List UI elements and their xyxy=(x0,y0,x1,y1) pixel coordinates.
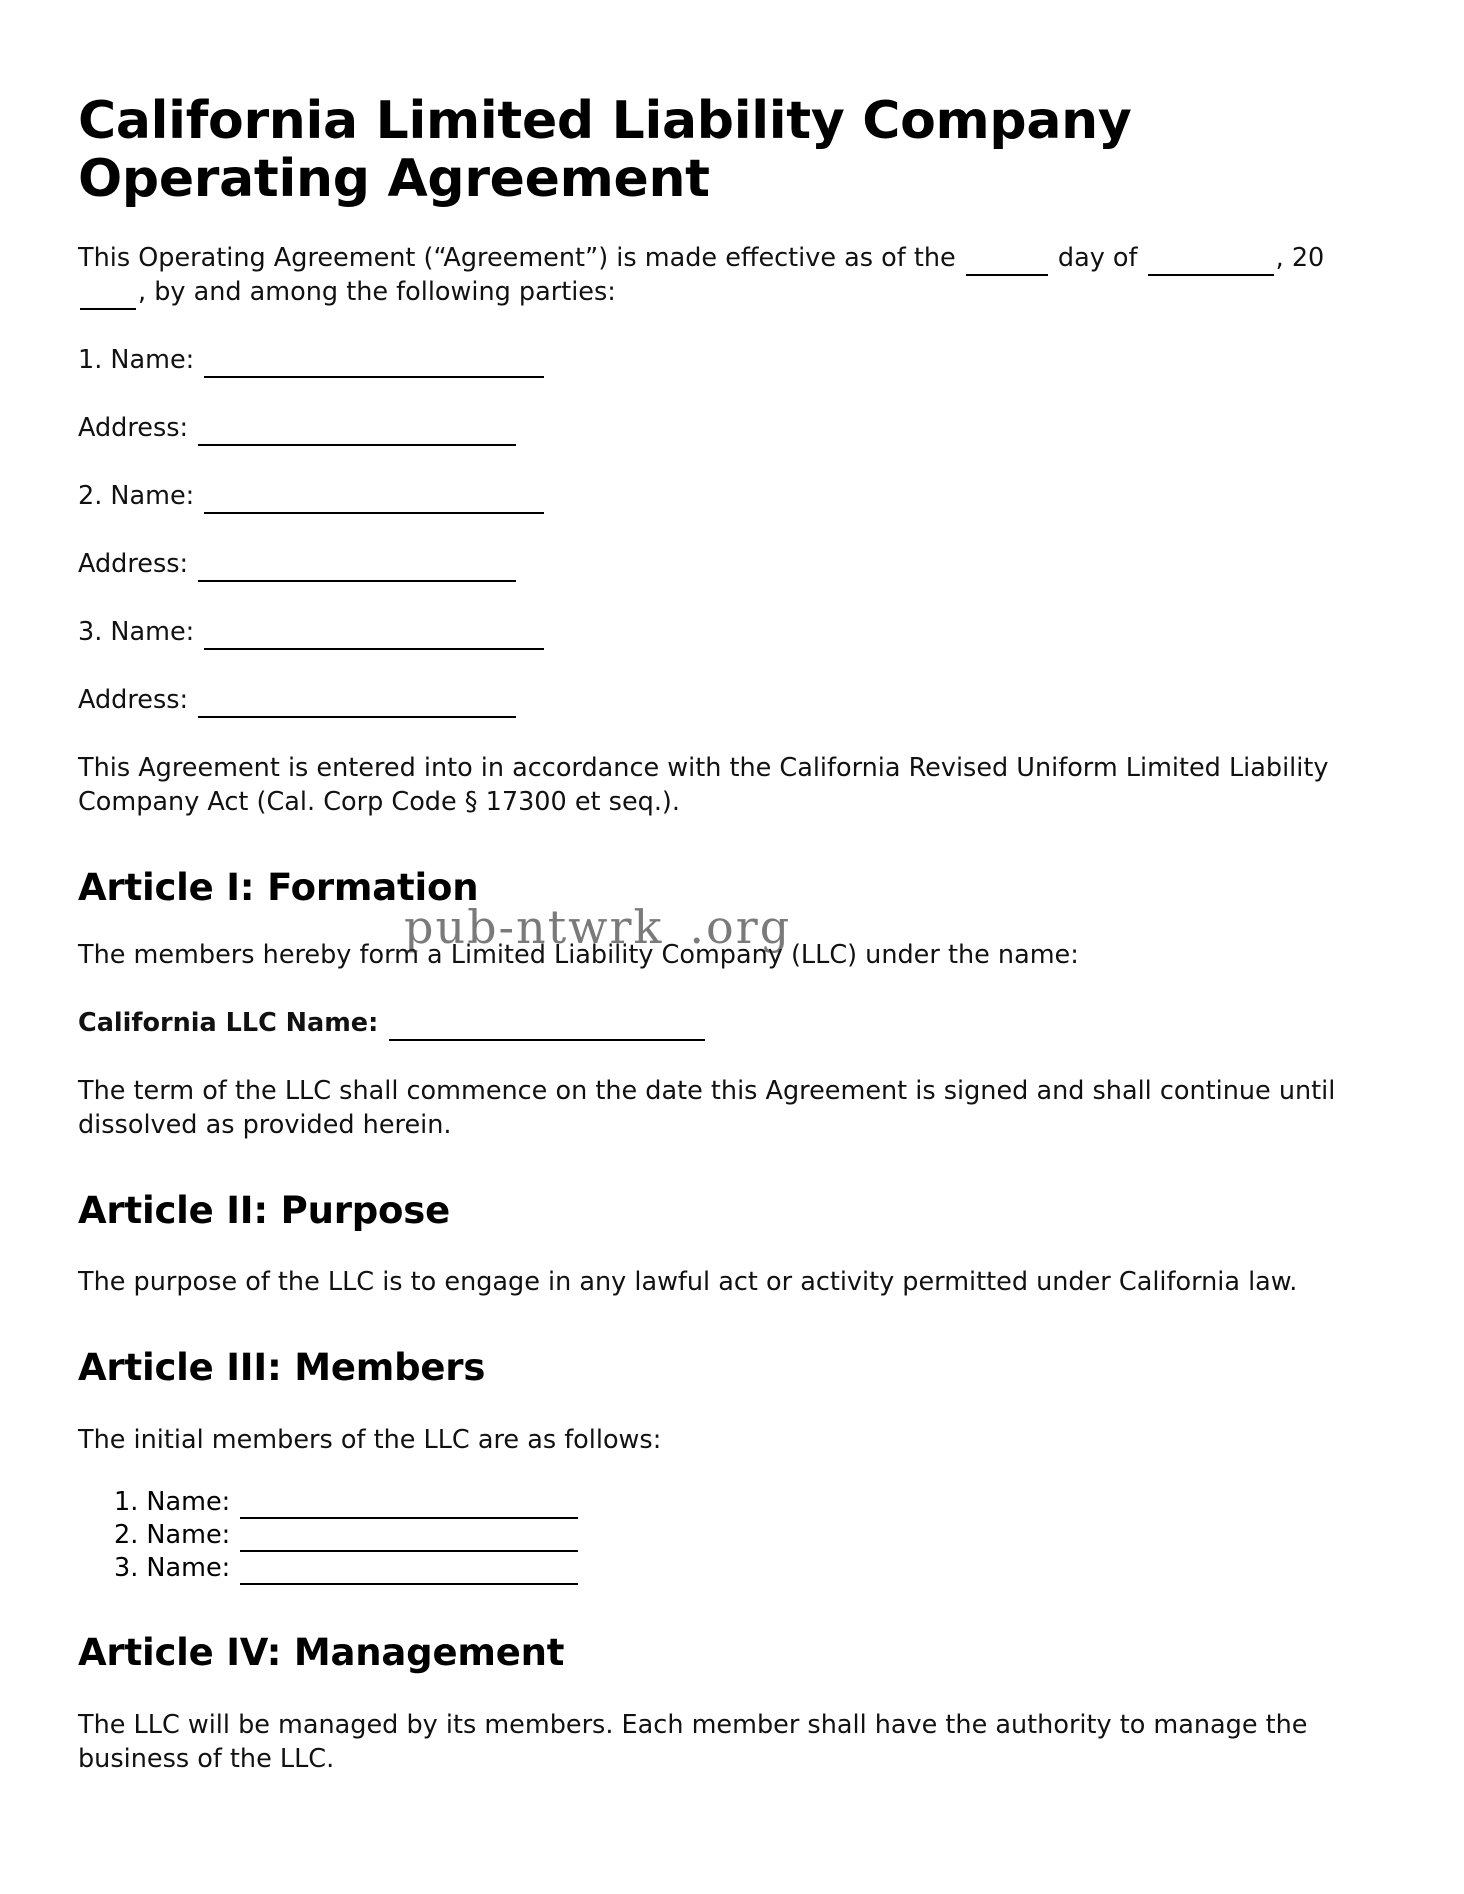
watermark-text-suffix: .org xyxy=(689,900,792,954)
party-3-address-field[interactable] xyxy=(198,691,516,718)
llc-name-field[interactable] xyxy=(389,1014,705,1041)
article-1-term-paragraph: The term of the LLC shall commence on the date this Agreement is signed and shall continue until dissolved as provided herein. xyxy=(78,1076,1336,1140)
intro-paragraph xyxy=(78,242,1378,310)
list-item xyxy=(78,1486,1386,1519)
intro-segment-4: , by and among the following parties: xyxy=(138,277,616,308)
page-title: California Limited Liability Company Operating Agreement xyxy=(78,91,1132,210)
article-4-paragraph: The LLC will be managed by its members. Each member shall have the authority to manage the business of the LLC. xyxy=(78,1710,1308,1774)
article-3-paragraph: The initial members of the LLC are as follows: xyxy=(78,1425,662,1456)
party-1-name-label: 1. Name: xyxy=(78,345,195,376)
party-1-name-field[interactable] xyxy=(204,351,544,378)
party-3-name-field[interactable] xyxy=(204,623,544,650)
party-2-name-row xyxy=(78,480,1378,514)
day-blank-field[interactable] xyxy=(966,250,1048,277)
accordance-paragraph: This Agreement is entered into in accordance with the California Revised Uniform Limited Liability Company Act (Cal. Corp Code § 17300 et seq.). xyxy=(78,752,1329,817)
article-2-paragraph: The purpose of the LLC is to engage in any lawful act or activity permitted under California law. xyxy=(78,1267,1298,1298)
party-2-name-label: 2. Name: xyxy=(78,481,195,512)
member-1-label: 1. Name: xyxy=(114,1486,231,1517)
member-2-label: 2. Name: xyxy=(114,1520,231,1551)
party-2-address-label: Address: xyxy=(78,549,189,579)
party-3-address-row xyxy=(78,684,1378,718)
list-item xyxy=(78,1552,1386,1585)
member-3-field[interactable] xyxy=(240,1559,578,1586)
llc-name-label: California LLC Name: xyxy=(78,1008,379,1039)
party-3-name-row xyxy=(78,616,1378,650)
member-3-label: 3. Name: xyxy=(114,1553,231,1584)
party-1-address-label: Address: xyxy=(78,413,189,444)
initial-members-list xyxy=(78,1486,1386,1585)
member-2-field[interactable] xyxy=(240,1525,578,1552)
party-3-name-label: 3. Name: xyxy=(78,616,195,647)
party-2-address-row xyxy=(78,548,1378,582)
party-1-address-row xyxy=(78,412,1378,446)
party-3-address-label: Address: xyxy=(78,684,189,715)
article-1-heading: Article I: Formation xyxy=(78,865,479,909)
watermark-text-primary: pub-ntwrk xyxy=(404,900,664,954)
party-2-address-field[interactable] xyxy=(198,555,516,582)
party-1-address-field[interactable] xyxy=(198,419,516,446)
member-1-field[interactable] xyxy=(240,1492,578,1519)
article-1-intro-paragraph: The members hereby form a Limited Liability Company (LLC) under the name: xyxy=(78,940,1079,971)
party-1-name-row xyxy=(78,344,1378,378)
list-item xyxy=(78,1519,1386,1552)
month-blank-field[interactable] xyxy=(1148,250,1274,277)
year-blank-field[interactable] xyxy=(80,284,136,311)
intro-segment-3: , 20 xyxy=(1275,243,1325,274)
intro-segment-2: day of xyxy=(1057,243,1138,274)
intro-segment-1: This Operating Agreement (“Agreement”) is made effective as of the xyxy=(78,243,956,274)
llc-name-row xyxy=(78,1007,1378,1041)
article-4-heading: Article IV: Management xyxy=(78,1631,565,1675)
article-3-heading: Article III: Members xyxy=(78,1346,486,1390)
article-2-heading: Article II: Purpose xyxy=(78,1188,450,1232)
party-2-name-field[interactable] xyxy=(204,487,544,514)
